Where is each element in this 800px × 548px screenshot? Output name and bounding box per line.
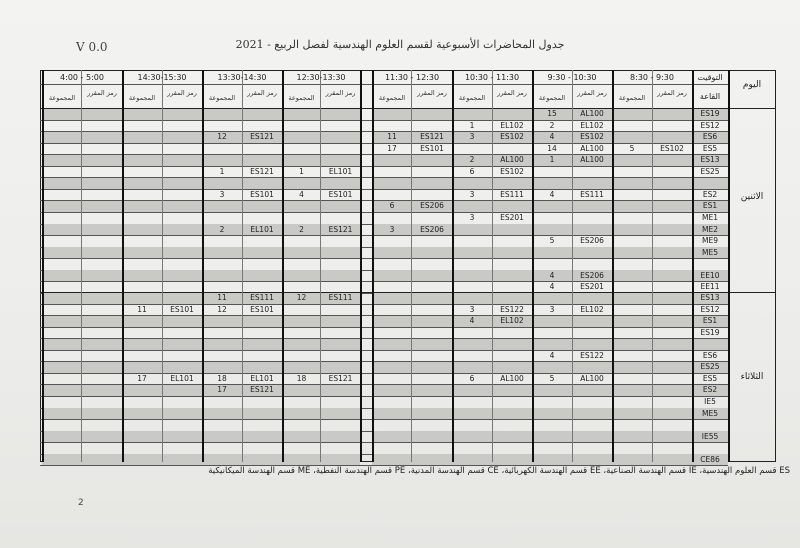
tuesday-course-cell: ES111 xyxy=(328,293,353,302)
monday-room: ME2 xyxy=(702,224,718,234)
column-divider xyxy=(81,70,82,462)
monday-course-cell: ES102 xyxy=(580,132,604,142)
version-label: V 0.0 xyxy=(76,40,108,54)
monday-course-cell: ES206 xyxy=(420,201,444,211)
monday-group-cell: 1 xyxy=(299,166,304,176)
time-slot-header: 14:30-15:30 xyxy=(137,73,187,82)
monday-group-cell: 6 xyxy=(389,201,395,211)
monday-group-cell: 4 xyxy=(549,282,555,292)
monday-course-cell: EL102 xyxy=(500,120,524,130)
monday-row-shade xyxy=(42,178,360,190)
tuesday-group-cell: 4 xyxy=(469,316,475,326)
time-label: التوقيت xyxy=(697,73,723,82)
monday-row-line xyxy=(40,281,728,282)
column-divider xyxy=(372,70,374,462)
day-tuesday: الثلاثاء xyxy=(740,372,764,382)
tuesday-room: ES12 xyxy=(700,304,720,314)
monday-row-line xyxy=(40,120,728,121)
monday-group-cell: 6 xyxy=(469,166,475,176)
tuesday-row-line xyxy=(40,327,728,328)
tuesday-row-line xyxy=(40,442,728,443)
tuesday-group-cell: 12 xyxy=(217,304,227,314)
monday-group-cell: 5 xyxy=(549,236,555,246)
tuesday-row-shade xyxy=(42,408,360,420)
time-slot-header: 11:30 - 12:30 xyxy=(384,73,440,82)
column-divider xyxy=(202,70,204,462)
tuesday-course-cell: EL101 xyxy=(170,373,194,383)
column-divider xyxy=(320,70,321,462)
tuesday-row-shade xyxy=(372,431,728,443)
monday-group-cell: 15 xyxy=(547,109,557,118)
table-frame xyxy=(40,70,776,462)
time-slot-header: 8:30 - 9:30 xyxy=(630,73,674,82)
monday-course-cell: ES121 xyxy=(250,132,274,142)
monday-row-shade xyxy=(42,270,360,282)
monday-group-cell: 3 xyxy=(389,224,395,234)
tuesday-course-cell: ES121 xyxy=(328,373,353,383)
tuesday-group-cell: 18 xyxy=(296,373,307,383)
tuesday-group-cell: 17 xyxy=(137,373,147,383)
column-divider xyxy=(282,70,284,462)
monday-course-cell: ES101 xyxy=(250,189,274,199)
column-divider xyxy=(728,70,730,462)
group-col-header: المجموعة xyxy=(378,94,406,102)
tuesday-group-cell: 3 xyxy=(549,304,555,314)
column-divider xyxy=(411,70,412,462)
tuesday-row-shade xyxy=(372,316,728,328)
monday-group-cell: 1 xyxy=(469,120,475,130)
monday-room: ES12 xyxy=(700,120,720,130)
page-number: 2 xyxy=(78,498,84,508)
monday-course-cell: AL100 xyxy=(500,155,524,165)
monday-room: ES19 xyxy=(700,109,720,118)
department-legend: ES قسم العلوم الهندسية، IE قسم الهندسة الصناعية، EE قسم الهندسة الكهربائية، CE قسم الهندسة المدنية، PE قسم الهندسة النفطية، ME قسم الهندسة الميكانيكية xyxy=(208,466,790,476)
monday-group-cell: 4 xyxy=(549,189,555,199)
tuesday-group-cell: 12 xyxy=(296,293,307,302)
monday-course-cell: ES102 xyxy=(660,143,684,153)
tuesday-course-cell: ES101 xyxy=(250,304,274,314)
tuesday-row-shade xyxy=(42,339,360,351)
monday-group-cell: 4 xyxy=(299,189,304,199)
monday-course-cell: EL101 xyxy=(328,166,353,176)
monday-group-cell: 2 xyxy=(469,155,475,165)
tuesday-course-cell: ES101 xyxy=(170,304,194,314)
tuesday-group-cell: 6 xyxy=(469,373,475,383)
course-col-header: رمز المقرر xyxy=(577,89,607,97)
tuesday-course-cell: AL100 xyxy=(500,373,524,383)
group-col-header: المجموعة xyxy=(538,94,566,102)
tuesday-row-shade xyxy=(42,362,360,374)
tuesday-row-shade xyxy=(372,385,728,397)
tuesday-room: ES25 xyxy=(700,362,720,372)
monday-row-shade xyxy=(42,201,360,213)
tuesday-row-line xyxy=(40,419,728,420)
time-slot-header: 10:30 - 11:30 xyxy=(464,73,520,82)
monday-row-shade xyxy=(42,132,360,144)
group-col-header: المجموعة xyxy=(288,94,315,102)
tuesday-course-cell: AL100 xyxy=(580,373,604,383)
column-divider xyxy=(42,70,44,462)
tuesday-course-cell: EL102 xyxy=(580,304,604,314)
course-col-header: رمز المقرر xyxy=(87,89,117,97)
monday-room: ME9 xyxy=(702,236,718,246)
monday-row-shade xyxy=(372,178,728,190)
monday-course-cell: ES102 xyxy=(500,132,524,142)
tuesday-room: ES1 xyxy=(702,316,718,326)
monday-group-cell: 3 xyxy=(219,189,225,199)
tuesday-group-cell: 17 xyxy=(217,385,227,395)
schedule-title: جدول المحاضرات الأسبوعية لقسم العلوم الهندسية لفصل الربيع - 2021 xyxy=(235,38,565,51)
course-col-header: رمز المقرر xyxy=(497,89,527,97)
course-col-header: رمز المقرر xyxy=(167,89,197,97)
tuesday-group-cell: 11 xyxy=(137,304,147,314)
monday-row-line xyxy=(40,212,728,213)
monday-row-line xyxy=(40,235,728,236)
monday-course-cell: ES206 xyxy=(580,270,604,280)
monday-group-cell: 3 xyxy=(469,189,475,199)
column-divider xyxy=(652,70,653,462)
monday-group-cell: 1 xyxy=(549,155,555,165)
column-divider xyxy=(360,70,362,462)
tuesday-room: IE5 xyxy=(704,396,716,406)
monday-room: EE11 xyxy=(700,282,720,292)
monday-course-cell: ES111 xyxy=(580,189,604,199)
monday-group-cell: 2 xyxy=(299,224,304,234)
monday-room: ES5 xyxy=(702,143,718,153)
tuesday-room: ES6 xyxy=(702,350,718,360)
monday-group-cell: 4 xyxy=(549,132,555,142)
monday-group-cell: 12 xyxy=(217,132,227,142)
tuesday-room: ES13 xyxy=(700,293,720,302)
group-col-header: المجموعة xyxy=(458,94,486,102)
tuesday-row-shade xyxy=(42,316,360,328)
tuesday-group-cell: 4 xyxy=(549,350,555,360)
column-divider xyxy=(122,70,124,462)
tuesday-course-cell: EL102 xyxy=(500,316,524,326)
tuesday-room: ES5 xyxy=(702,373,718,383)
monday-group-cell: 3 xyxy=(469,212,475,222)
monday-group-cell: 2 xyxy=(549,120,555,130)
course-col-header: رمز المقرر xyxy=(657,89,687,97)
monday-group-cell: 14 xyxy=(547,143,557,153)
monday-course-cell: AL100 xyxy=(580,109,604,118)
tuesday-room: ME5 xyxy=(702,408,718,418)
tuesday-row-shade xyxy=(372,362,728,374)
time-slot-header: 12:30-13:30 xyxy=(296,73,346,82)
monday-room: ES2 xyxy=(702,189,718,199)
hall-label: القاعة xyxy=(699,92,721,101)
tuesday-course-cell: ES111 xyxy=(250,293,274,302)
monday-course-cell: ES102 xyxy=(500,166,524,176)
tuesday-row-line xyxy=(40,350,728,351)
tuesday-row-shade xyxy=(372,293,728,305)
tuesday-course-cell: ES121 xyxy=(250,385,274,395)
monday-room: EE10 xyxy=(700,270,720,280)
monday-group-cell: 11 xyxy=(387,132,397,142)
monday-course-cell: EL102 xyxy=(580,120,604,130)
monday-row-shade xyxy=(42,247,360,259)
tuesday-row-shade xyxy=(42,385,360,397)
group-col-header: المجموعة xyxy=(128,94,156,102)
monday-group-cell: 3 xyxy=(469,132,475,142)
tuesday-group-cell: 18 xyxy=(217,373,227,383)
tuesday-row-shade xyxy=(42,431,360,443)
column-divider xyxy=(242,70,243,462)
time-slot-header: 4:00 - 5:00 xyxy=(60,73,104,82)
monday-group-cell: 2 xyxy=(219,224,225,234)
column-divider xyxy=(162,70,163,462)
monday-row-line xyxy=(40,189,728,190)
tuesday-group-cell: 3 xyxy=(469,304,475,314)
monday-course-cell: AL100 xyxy=(580,155,604,165)
group-col-header: المجموعة xyxy=(208,94,236,102)
group-col-header: المجموعة xyxy=(48,94,76,102)
monday-room: ES25 xyxy=(700,166,720,176)
course-col-header: رمز المقرر xyxy=(417,89,447,97)
monday-room: ME1 xyxy=(702,212,718,222)
tuesday-group-cell: 11 xyxy=(217,293,227,302)
tuesday-room: ES19 xyxy=(700,327,720,337)
tuesday-group-cell: 5 xyxy=(549,373,555,383)
tuesday-room: ES2 xyxy=(702,385,718,395)
monday-course-cell: ES101 xyxy=(420,143,444,153)
time-slot-header: 13:30-14:30 xyxy=(217,73,267,82)
tuesday-course-cell: ES122 xyxy=(580,350,604,360)
tuesday-row-shade xyxy=(42,454,360,466)
monday-room: ES13 xyxy=(700,155,720,165)
group-col-header: المجموعة xyxy=(618,94,646,102)
tuesday-room: IE55 xyxy=(701,431,719,441)
monday-course-cell: ES201 xyxy=(500,212,524,222)
tuesday-row-shade xyxy=(372,408,728,420)
monday-course-cell: EL101 xyxy=(250,224,274,234)
monday-course-cell: AL100 xyxy=(580,143,604,153)
monday-course-cell: ES121 xyxy=(250,166,274,176)
monday-course-cell: ES206 xyxy=(420,224,444,234)
monday-group-cell: 5 xyxy=(629,143,635,153)
monday-row-line xyxy=(40,258,728,259)
tuesday-row-line xyxy=(40,396,728,397)
monday-room: ES6 xyxy=(702,132,718,142)
tuesday-course-cell: ES122 xyxy=(500,304,524,314)
monday-room: ME5 xyxy=(702,247,718,257)
day-header: اليوم xyxy=(742,80,762,90)
monday-group-cell: 1 xyxy=(219,166,225,176)
monday-course-cell: ES101 xyxy=(328,189,353,199)
column-divider xyxy=(612,70,614,462)
time-slot-header: 9:30 - 10:30 xyxy=(547,73,597,82)
monday-group-cell: 17 xyxy=(387,143,397,153)
monday-course-cell: ES111 xyxy=(500,189,524,199)
monday-row-line xyxy=(40,166,728,167)
course-col-header: رمز المقرر xyxy=(325,89,356,97)
monday-course-cell: ES121 xyxy=(328,224,353,234)
course-col-header: رمز المقرر xyxy=(247,89,277,97)
tuesday-room: CE86 xyxy=(700,454,720,464)
monday-row-shade xyxy=(372,247,728,259)
monday-group-cell: 4 xyxy=(549,270,555,280)
tuesday-course-cell: EL101 xyxy=(250,373,274,383)
day-monday: الاثنين xyxy=(740,192,764,202)
tuesday-row-shade xyxy=(372,339,728,351)
monday-row-shade xyxy=(42,109,360,121)
tuesday-row-shade xyxy=(372,454,728,466)
header-divider xyxy=(40,84,728,85)
monday-room: ES1 xyxy=(702,201,718,211)
monday-course-cell: ES121 xyxy=(420,132,444,142)
monday-row-shade xyxy=(42,155,360,167)
monday-course-cell: ES201 xyxy=(580,282,604,292)
monday-course-cell: ES206 xyxy=(580,236,604,246)
